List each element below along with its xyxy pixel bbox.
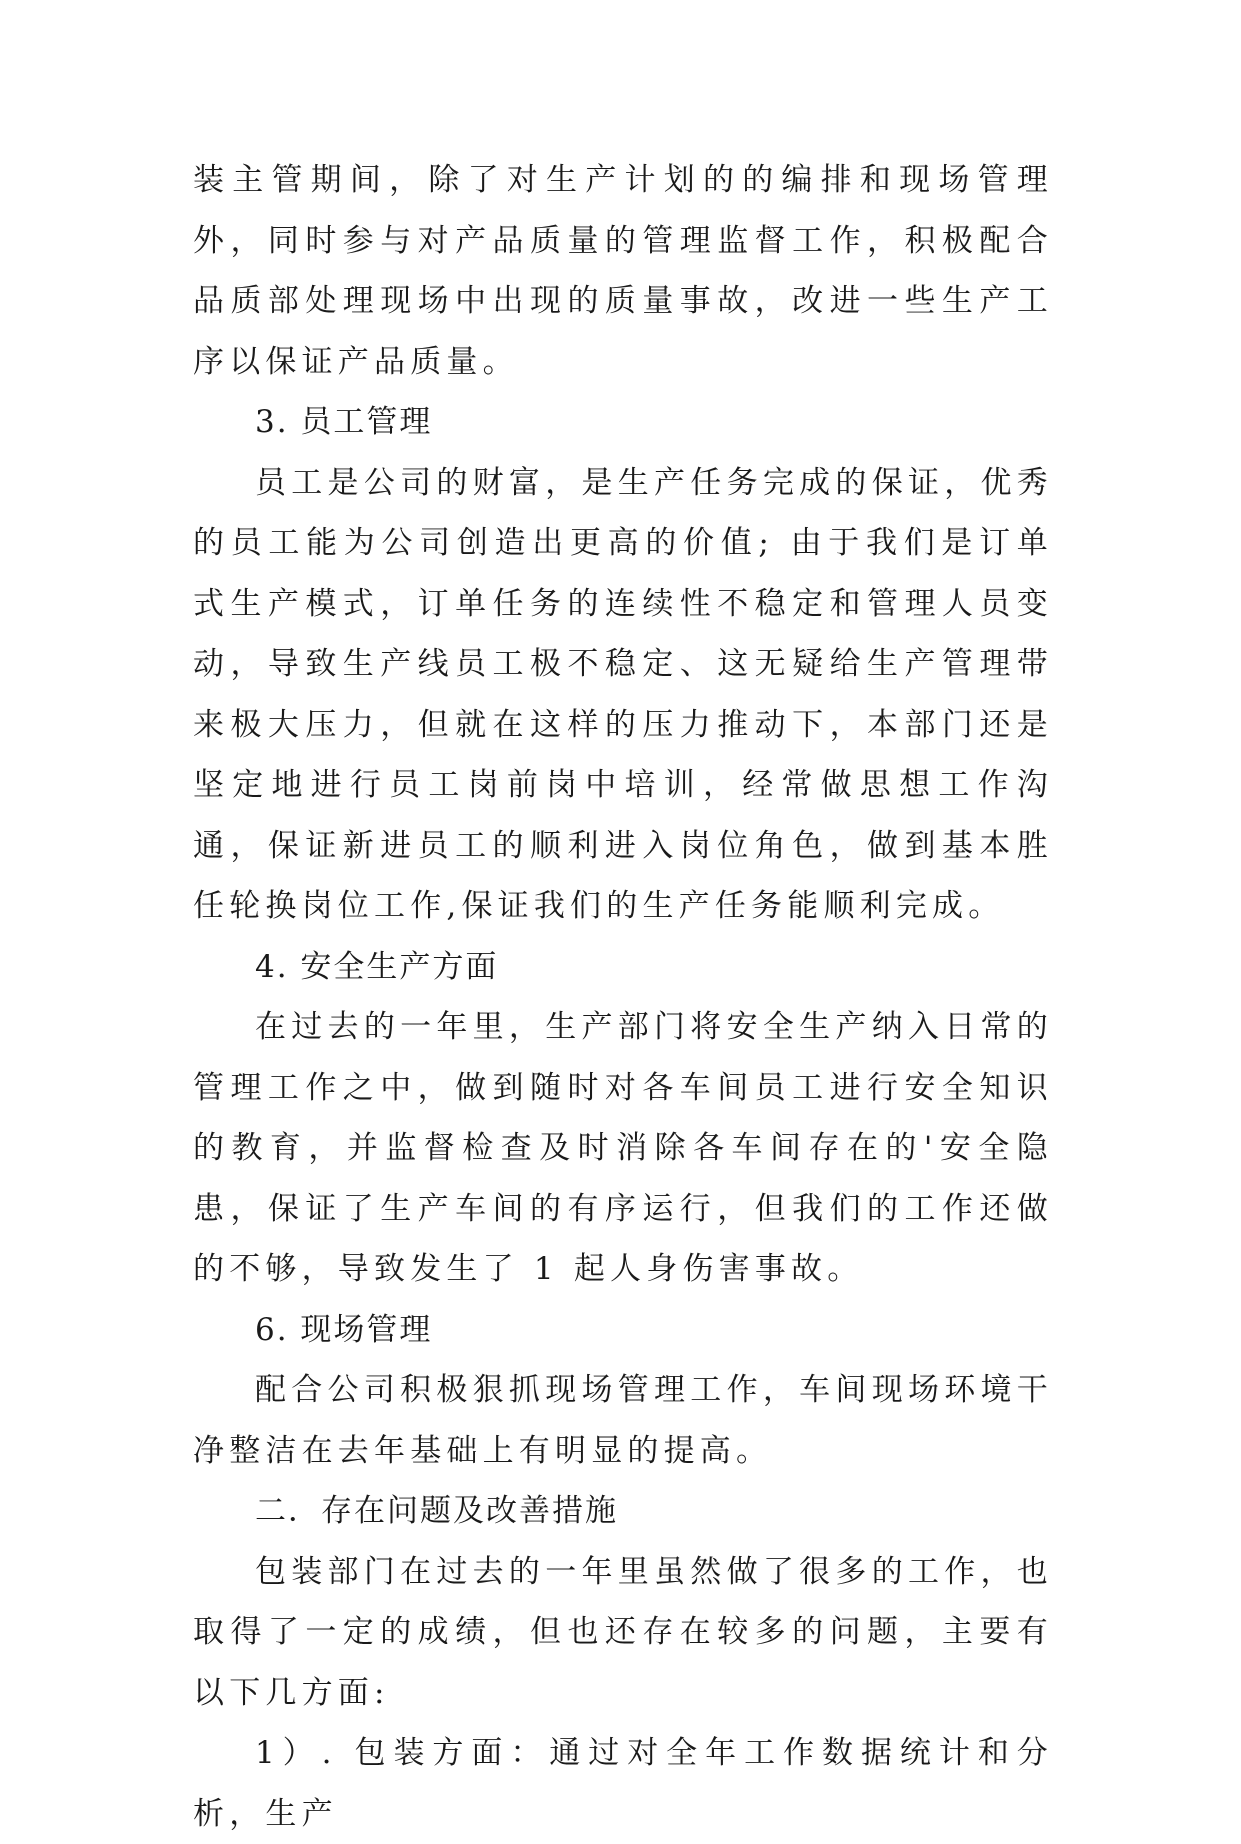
paragraph-site-management: 配合公司积极狠抓现场管理工作，车间现场环境干净整洁在去年基础上有明显的提高。 [193, 1372, 1053, 1469]
section-heading-site-management: 6. 现场管理 [255, 1311, 433, 1348]
document-page [193, 150, 1053, 1844]
paragraph-packaging-item: 1）. 包装方面：通过对全年工作数据统计和分析，生产 [193, 1735, 1053, 1832]
section-heading-problems-and-measures: 二．存在问题及改善措施 [255, 1493, 618, 1529]
paragraph-safety-production: 在过去的一年里，生产部门将安全生产纳入日常的管理工作之中，做到随时对各车间员工进行安全知识的教育，并监督检查及时消除各车间存在的'安全隐患，保证了生产车间的有序运行，但我们的工作还做的不够，导致发生了 1 起人身伤害事故。 [193, 1009, 1053, 1287]
paragraph-continuation: 装主管期间，除了对生产计划的的编排和现场管理外，同时参与对产品质量的管理监督工作，积极配合品质部处理现场中出现的质量事故，改进一些生产工序以保证产品质量。 [193, 162, 1053, 380]
section-heading-employee-management: 3. 员工管理 [255, 404, 433, 440]
paragraph-problems-intro: 包装部门在过去的一年里虽然做了很多的工作，也取得了一定的成绩，但也还存在较多的问题，主要有以下几方面: [193, 1553, 1053, 1711]
section-heading-safety-production: 4. 安全生产方面 [255, 948, 499, 985]
paragraph-employee-management: 员工是公司的财富，是生产任务完成的保证，优秀的员工能为公司创造出更高的价值; 由于我们是订单式生产模式，订单任务的连续性不稳定和管理人员变动，导致生产线员工极不稳定、这无疑给生产管理带来极大压力，但就在这样的压力推动下，本部门还是坚定地进行员工岗前岗中培训，经常做思想工作沟通，保证新进员工的顺利进入岗位角色，做到基本胜任轮换岗位工作,保证我们的生产任务能顺利完成。 [193, 464, 1053, 924]
